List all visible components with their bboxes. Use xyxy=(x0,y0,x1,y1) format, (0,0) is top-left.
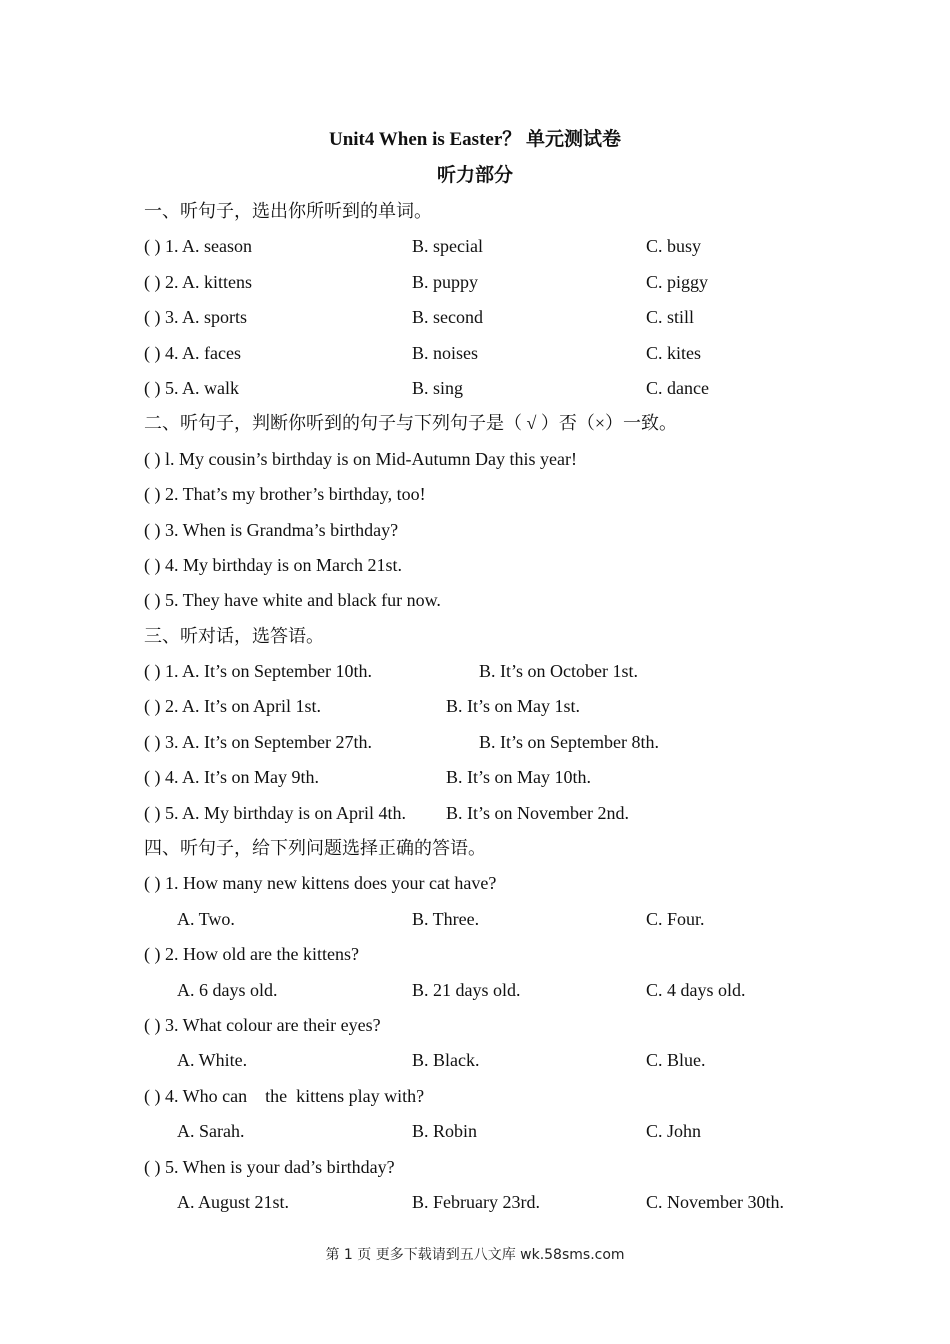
question-text: ( ) 2. How old are the kittens? xyxy=(144,944,359,965)
answer-option-b: B. Robin xyxy=(412,1121,478,1142)
worksheet-content xyxy=(144,194,844,1220)
question-option-b: B. puppy xyxy=(412,271,479,292)
question-option-b: B. noises xyxy=(412,342,479,363)
section-part-title: 听力部分 xyxy=(436,165,513,186)
answer-option-b: B. It’s on May 1st. xyxy=(446,696,581,717)
answer-option-b: B. It’s on October 1st. xyxy=(479,661,638,682)
question-option-c: C. kites xyxy=(646,342,702,363)
section2-heading: 二、听句子，判断你听到的句子与下列句子是（ √ ）否（×）一致。 xyxy=(144,413,678,434)
question-option-a: ( ) 4. A. faces xyxy=(144,342,241,363)
question-row xyxy=(144,265,844,300)
answer-option-b: B. 21 days old. xyxy=(412,979,521,1000)
question-row xyxy=(144,229,844,264)
answer-option-a: A. August 21st. xyxy=(177,1191,290,1212)
dialogue-row xyxy=(144,760,844,795)
section4-heading: 四、听句子，给下列问题选择正确的答语。 xyxy=(144,838,486,859)
question-option-c: C. still xyxy=(646,307,695,328)
answer-option-a: A. Sarah. xyxy=(177,1121,245,1142)
statement-row: ( ) 3. When is Grandma’s birthday? xyxy=(144,519,399,540)
answer-option-c: C. 4 days old. xyxy=(646,979,746,1000)
statement-row: ( ) 4. My birthday is on March 21st. xyxy=(144,554,402,575)
statement-row: ( ) 2. That’s my brother’s birthday, too! xyxy=(144,484,426,505)
answer-option-c: C. Four. xyxy=(646,908,705,929)
question-text: ( ) 5. When is your dad’s birthday? xyxy=(144,1156,395,1177)
answer-option-b: B. February 23rd. xyxy=(412,1191,540,1212)
section1-heading: 一、听句子，选出你所听到的单词。 xyxy=(144,201,432,221)
question-option-c: C. piggy xyxy=(646,271,709,292)
statement-row: ( ) 5. They have white and black fur now. xyxy=(144,590,441,611)
answer-option-a: ( ) 4. A. It’s on May 9th. xyxy=(144,767,319,788)
answer-option-c: C. November 30th. xyxy=(646,1191,784,1212)
answer-option-c: C. Blue. xyxy=(646,1050,706,1071)
answer-option-b: B. Three. xyxy=(412,908,480,929)
question-option-b: B. sing xyxy=(412,377,464,398)
dialogue-row xyxy=(144,725,844,760)
question-option-a: ( ) 3. A. sports xyxy=(144,307,247,328)
answer-row xyxy=(144,973,844,1008)
dialogue-row xyxy=(144,654,844,689)
answer-option-b: B. It’s on May 10th. xyxy=(446,767,592,788)
dialogue-row xyxy=(144,689,844,724)
question-row xyxy=(144,371,844,406)
page-title: Unit4 When is Easter？ 单元测试卷 xyxy=(328,129,622,150)
question-option-b: B. special xyxy=(412,236,483,257)
question-option-a: ( ) 5. A. walk xyxy=(144,377,239,398)
answer-option-a: ( ) 1. A. It’s on September 10th. xyxy=(144,661,372,682)
answer-option-a: A. Two. xyxy=(177,908,235,929)
answer-option-a: A. White. xyxy=(177,1050,248,1071)
answer-row xyxy=(144,1114,844,1149)
section3-heading: 三、听对话，选答语。 xyxy=(144,625,324,646)
question-option-a: ( ) 2. A. kittens xyxy=(144,271,252,292)
question-option-b: B. second xyxy=(412,307,483,328)
question-option-c: C. busy xyxy=(646,236,702,257)
question-text: ( ) 1. How many new kittens does your cat have? xyxy=(144,873,497,894)
answer-row xyxy=(144,1185,844,1220)
answer-option-b: B. Black. xyxy=(412,1050,480,1071)
answer-option-a: A. 6 days old. xyxy=(177,979,278,1000)
answer-option-a: ( ) 2. A. It’s on April 1st. xyxy=(144,696,322,717)
question-text: ( ) 4. Who can the kittens play with? xyxy=(144,1085,425,1106)
answer-option-a: ( ) 5. A. My birthday is on April 4th. xyxy=(144,802,406,823)
answer-option-b: B. It’s on September 8th. xyxy=(479,731,659,752)
statement-row: ( ) l. My cousin’s birthday is on Mid-Autumn Day this year! xyxy=(144,448,577,469)
answer-row xyxy=(144,1043,844,1078)
question-option-c: C. dance xyxy=(646,377,709,398)
answer-row xyxy=(144,902,844,937)
answer-option-a: ( ) 3. A. It’s on September 27th. xyxy=(144,731,372,752)
dialogue-row xyxy=(144,796,844,831)
question-text: ( ) 3. What colour are their eyes? xyxy=(144,1014,381,1035)
answer-option-c: C. John xyxy=(646,1121,702,1142)
question-row xyxy=(144,336,844,371)
page-footer: 第 1 页 更多下载请到五八文库 wk.58sms.com xyxy=(325,1247,625,1263)
answer-option-b: B. It’s on November 2nd. xyxy=(446,802,629,823)
question-row xyxy=(144,300,844,335)
question-option-a: ( ) 1. A. season xyxy=(144,236,252,257)
